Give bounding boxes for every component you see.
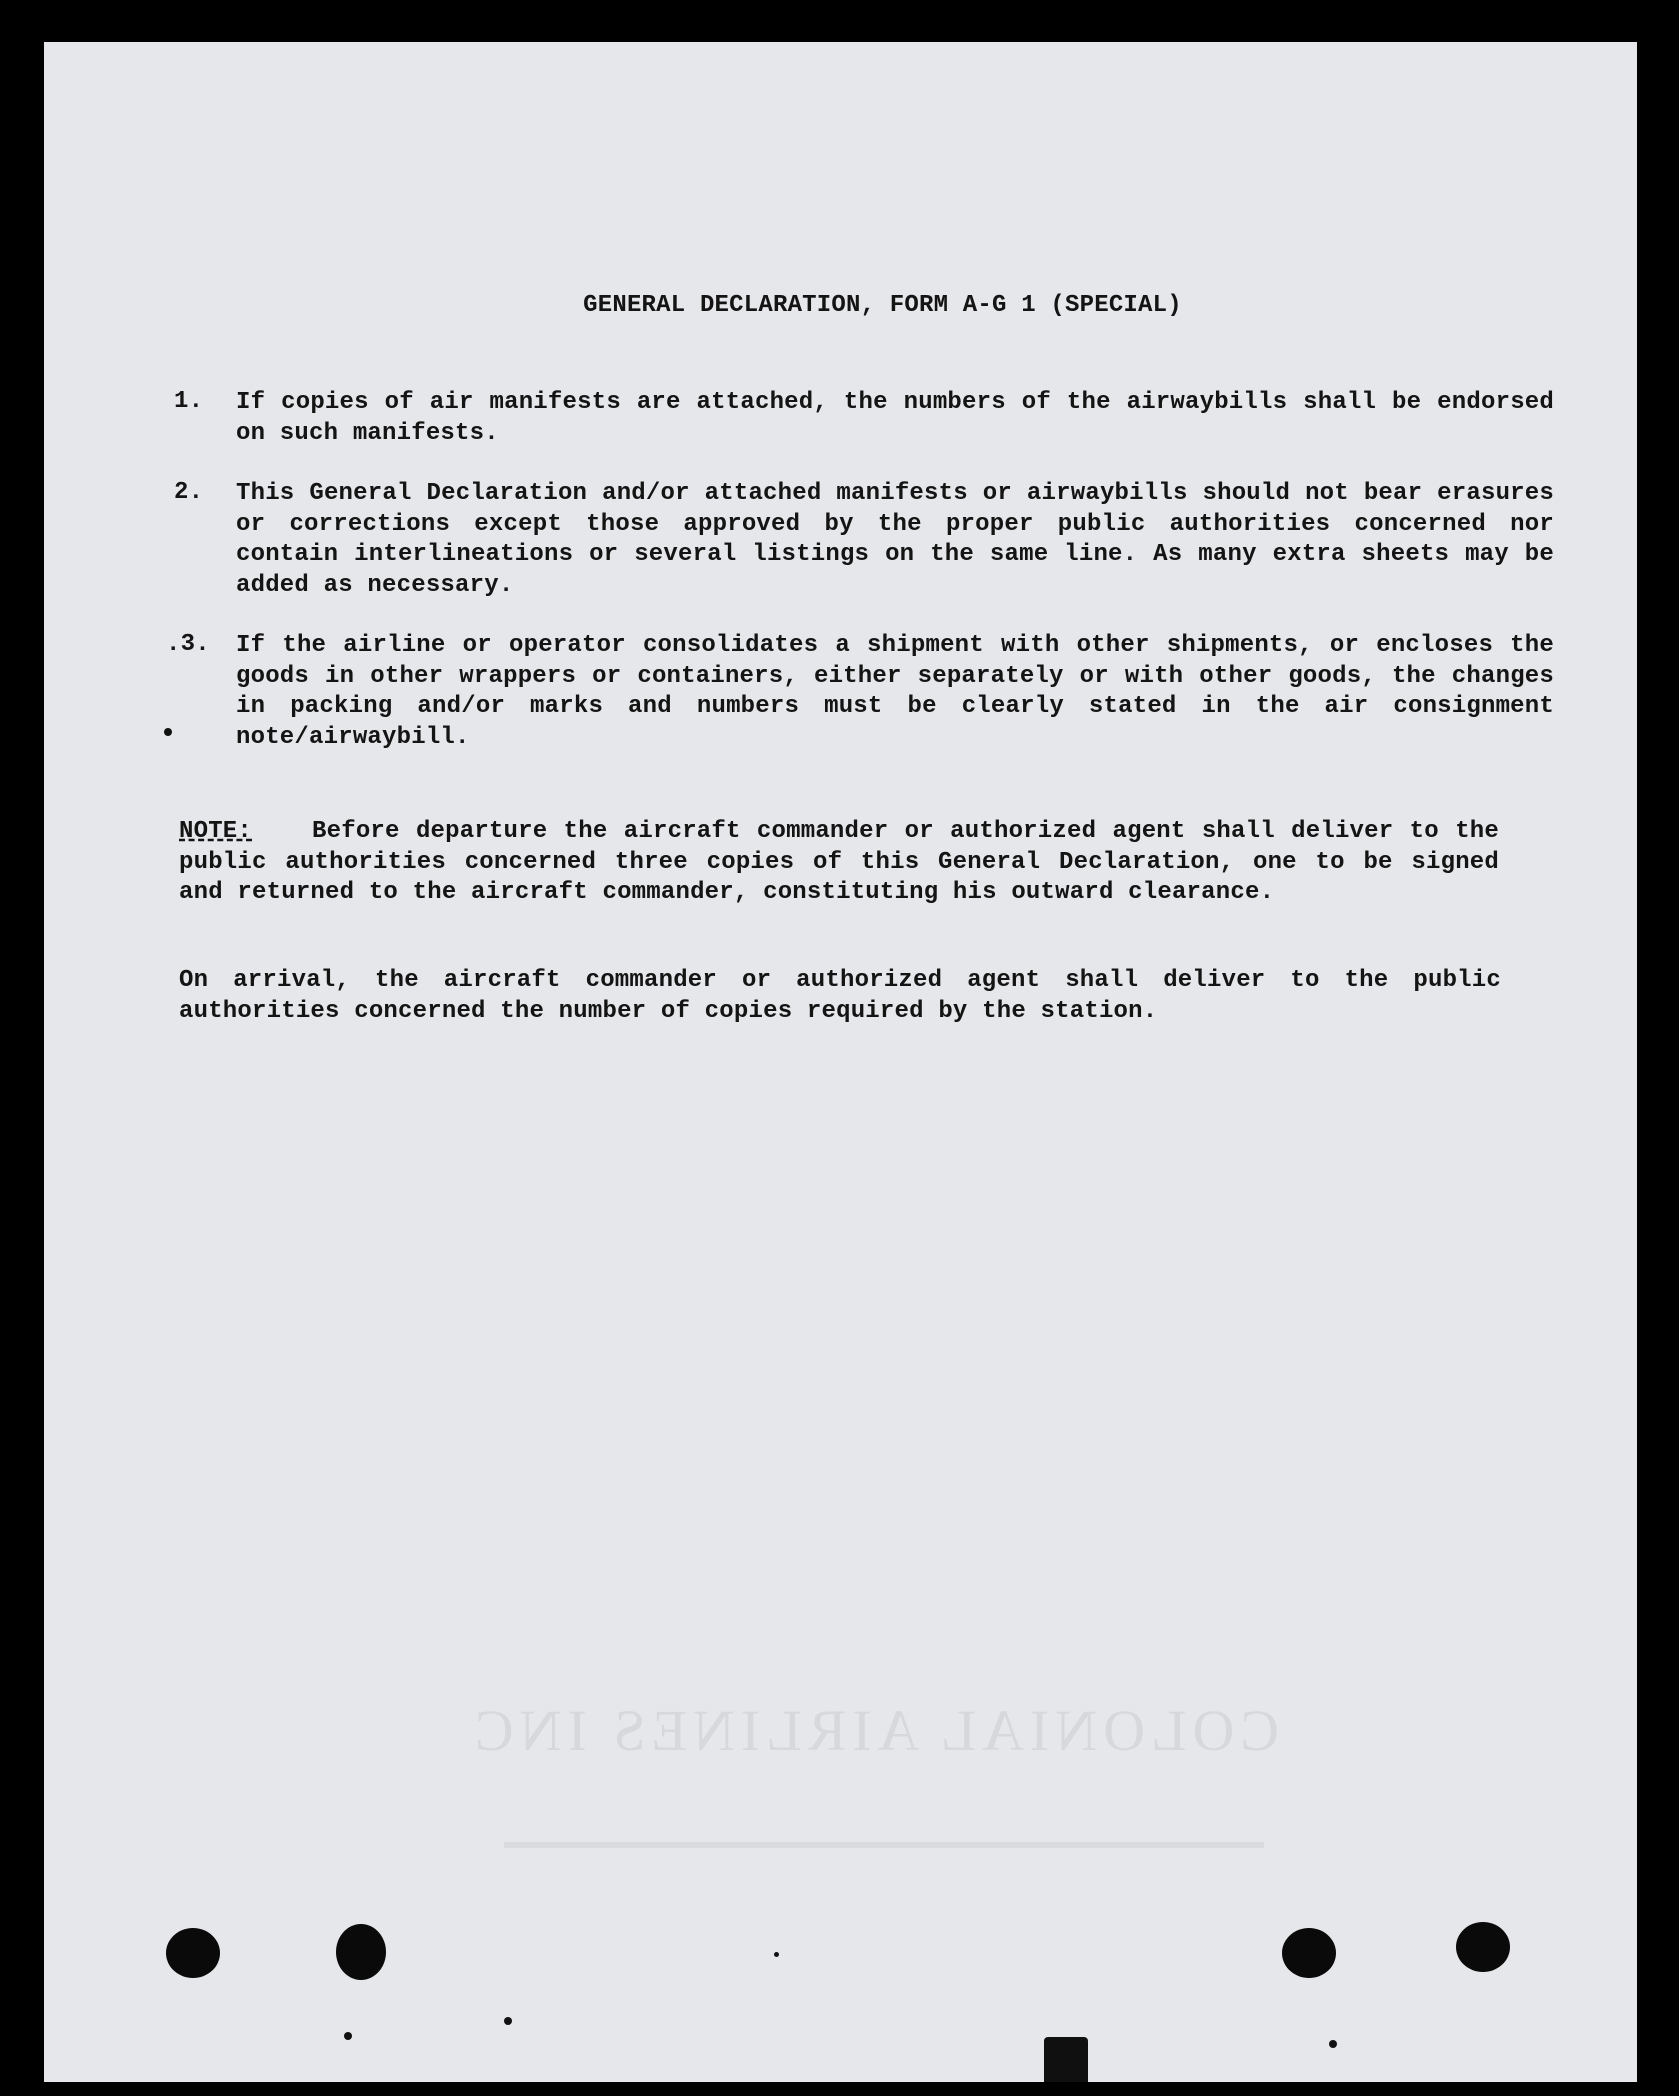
punch-hole — [1456, 1922, 1510, 1972]
punch-hole — [1282, 1928, 1336, 1978]
arrival-paragraph: On arrival, the aircraft commander or authorized agent shall deliver to the public authorities concerned the number of copies required by the station. — [179, 967, 1501, 1025]
ink-speck — [1329, 2040, 1337, 2048]
ink-speck — [164, 728, 172, 736]
ink-speck — [344, 2032, 352, 2040]
list-item-3 — [166, 631, 1554, 753]
punch-hole — [166, 1928, 220, 1978]
ink-speck — [504, 2017, 512, 2025]
document-title: GENERAL DECLARATION, FORM A-G 1 (SPECIAL) — [583, 292, 1182, 319]
item-text: This General Declaration and/or attached manifests or airwaybills should not bear erasures or corrections except those approved by the proper public authorities concerned nor contain interlineations or several listings on the same line. As many extra sheets may be added as necessary. — [236, 480, 1554, 599]
punch-hole — [336, 1924, 386, 1980]
item-text: If the airline or operator consolidates a shipment with other shipments, or encloses the goods in other wrappers or containers, either separately or with other goods, the changes in packing and/or marks and numbers must be clearly stated in the air consignment note/airwaybill. — [236, 632, 1554, 751]
note-label: NOTE: — [179, 818, 253, 845]
list-item-1 — [174, 388, 1554, 449]
note-text: Before departure the aircraft commander or authorized agent shall deliver to the public authorities concerned three copies of this General Declaration, one to be signed and returned to the aircraft commander, constituting his outward clearance. — [179, 818, 1499, 906]
ink-stain — [1044, 2037, 1088, 2082]
item-number: 2. — [174, 479, 204, 506]
item-number: 1. — [174, 388, 204, 415]
bleed-through-text: COLONIAL AIRLINES INC — [468, 1698, 1280, 1763]
list-item-2 — [174, 479, 1554, 601]
document-body — [44, 42, 1637, 2082]
document-page — [44, 42, 1637, 2082]
note-paragraph — [179, 817, 1499, 909]
ink-speck — [774, 1952, 779, 1957]
bleed-through-mark — [504, 1842, 1264, 1848]
item-text: If copies of air manifests are attached, the numbers of the airwaybills shall be endorsed on such manifests. — [236, 389, 1554, 447]
item-number: .3. — [166, 631, 210, 658]
